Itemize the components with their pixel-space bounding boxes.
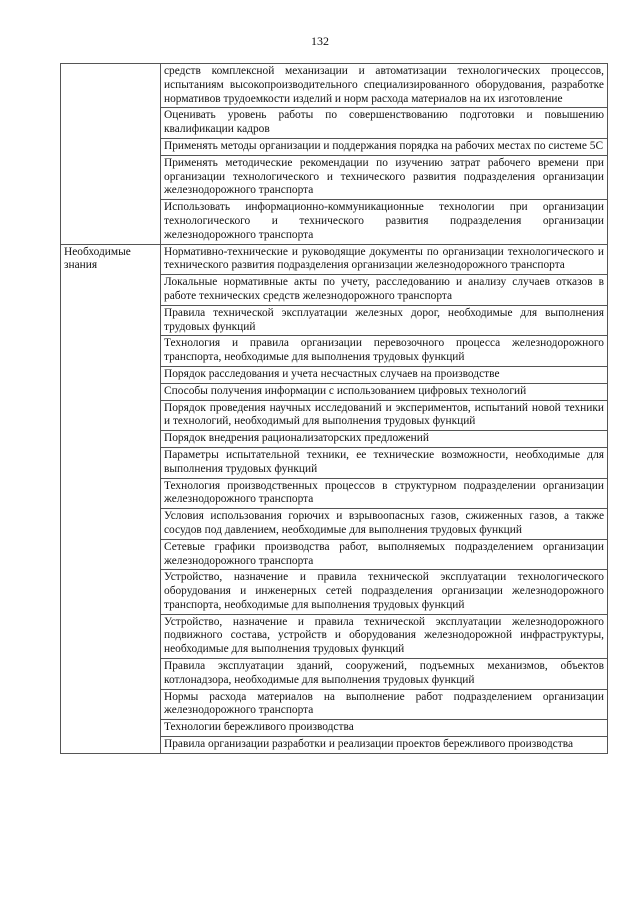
requirement-item: Порядок проведения научных исследований и экспериментов, испытаний новой техники и технологий, необходимый для выполнения трудовых функций (161, 400, 608, 431)
requirement-item: средств комплексной механизации и автоматизации технологических процессов, испытаниям высокопроизводительного специализированного оборудования, разработке нормативов трудоемкости изделий и норм расхода материалов на их изготовление (161, 64, 608, 108)
requirement-item: Технологии бережливого производства (161, 720, 608, 737)
requirement-item: Применять методы организации и поддержания порядка на рабочих местах по системе 5С (161, 138, 608, 155)
table-row (61, 244, 608, 275)
section-label (61, 64, 161, 245)
section-label: Необходимые знания (61, 244, 161, 753)
requirement-item: Применять методические рекомендации по изучению затрат рабочего времени при организации технологического и технического развития подразделения организации железнодорожного транспорта (161, 155, 608, 199)
requirement-item: Правила технической эксплуатации железных дорог, необходимые для выполнения трудовых функций (161, 305, 608, 336)
requirement-item: Технология производственных процессов в структурном подразделении организации железнодорожного транспорта (161, 478, 608, 509)
table-row (61, 64, 608, 108)
requirement-item: Технология и правила организации перевозочного процесса железнодорожного транспорта, необходимые для выполнения трудовых функций (161, 336, 608, 367)
requirement-item: Локальные нормативные акты по учету, расследованию и анализу случаев отказов в работе технических средств железнодорожного транспорта (161, 275, 608, 306)
requirement-item: Сетевые графики производства работ, выполняемых подразделением организации железнодорожного транспорта (161, 539, 608, 570)
requirement-item: Порядок расследования и учета несчастных случаев на производстве (161, 366, 608, 383)
requirement-item: Нормы расхода материалов на выполнение работ подразделением организации железнодорожного транспорта (161, 689, 608, 720)
requirement-item: Параметры испытательной техники, ее технические возможности, необходимые для выполнения трудовых функций (161, 447, 608, 478)
requirement-item: Правила эксплуатации зданий, сооружений, подъемных механизмов, объектов котлонадзора, необходимые для выполнения трудовых функций (161, 659, 608, 690)
requirements-table (60, 63, 608, 754)
requirement-item: Использовать информационно-коммуникационные технологии при организации технологического и технического развития подразделения организации железнодорожного транспорта (161, 200, 608, 244)
requirement-item: Правила организации разработки и реализации проектов бережливого производства (161, 737, 608, 754)
requirement-item: Способы получения информации с использованием цифровых технологий (161, 383, 608, 400)
requirement-item: Порядок внедрения рационализаторских предложений (161, 431, 608, 448)
requirement-item: Нормативно-технические и руководящие документы по организации технологического и технического развития подразделения организации железнодорожного транспорта (161, 244, 608, 275)
requirement-item: Оценивать уровень работы по совершенствованию подготовки и повышению квалификации кадров (161, 108, 608, 139)
requirement-item: Условия использования горючих и взрывоопасных газов, сжиженных газов, а также сосудов под давлением, необходимые для выполнения трудовых функций (161, 509, 608, 540)
requirement-item: Устройство, назначение и правила технической эксплуатации технологического оборудования и инженерных сетей подразделения организации железнодорожного транспорта, необходимые для выполнения трудовых функций (161, 570, 608, 614)
requirement-item: Устройство, назначение и правила технической эксплуатации железнодорожного подвижного состава, устройств и оборудования железнодорожной инфраструктуры, необходимые для выполнения трудовых функций (161, 614, 608, 658)
page-number: 132 (311, 34, 329, 48)
